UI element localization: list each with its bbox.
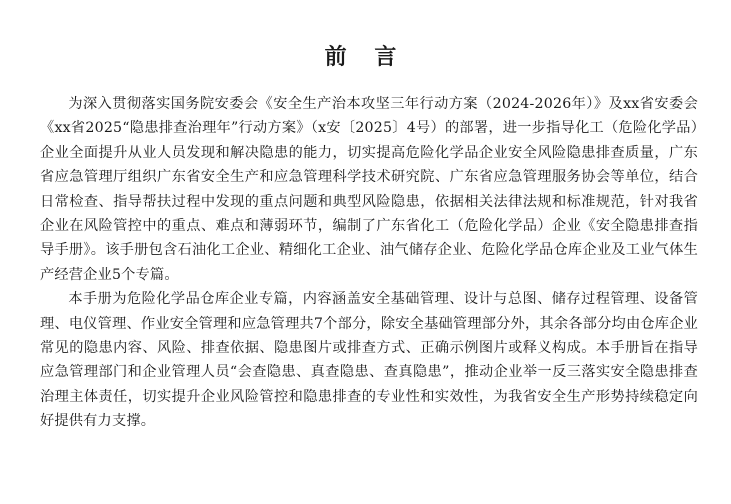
document-body	[40, 92, 698, 434]
paragraph-2: 本手册为危险化学品仓库企业专篇，内容涵盖安全基础管理、设计与总图、储存过程管理、设备管理、电仪管理、作业安全管理和应急管理共7个部分，除安全基础管理部分外，其余各部分均由仓库企业常见的隐患内容、风险、排查依据、隐患图片或排查方式、正确示例图片或释义构成。本手册旨在指导应急管理部门和企业管理人员“会查隐患、真查隐患、查真隐患”，推动企业举一反三落实安全隐患排查治理主体责任，切实提升企业风险管控和隐患排查的专业性和实效性，为我省安全生产形势持续稳定向好提供有力支撑。	[40, 291, 698, 430]
page-title: 前 言	[324, 45, 407, 70]
paragraph-1: 为深入贯彻落实国务院安委会《安全生产治本攻坚三年行动方案（2024-2026年）》及xx省安委会《xx省2025“隐患排查治理年”行动方案》（x安〔2025〕4号）的部署，进一步指导化工（危险化学品）企业全面提升从业人员发现和解决隐患的能力，切实提高危险化学品企业安全风险隐患排查质量，广东省应急管理厅组织广东省安全生产和应急管理科学技术研究院、广东省应急管理服务协会等单位，结合日常检查、指导帮扶过程中发现的重点问题和典型风险隐患，依据相关法律法规和标准规范，针对我省企业在风险管控中的重点、难点和薄弱环节，编制了广东省化工（危险化学品）企业《安全隐患排查指导手册》。该手册包含石油化工企业、精细化工企业、油气储存企业、危险化学品仓库企业及工业气体生产经营企业5个专篇。	[40, 96, 698, 283]
